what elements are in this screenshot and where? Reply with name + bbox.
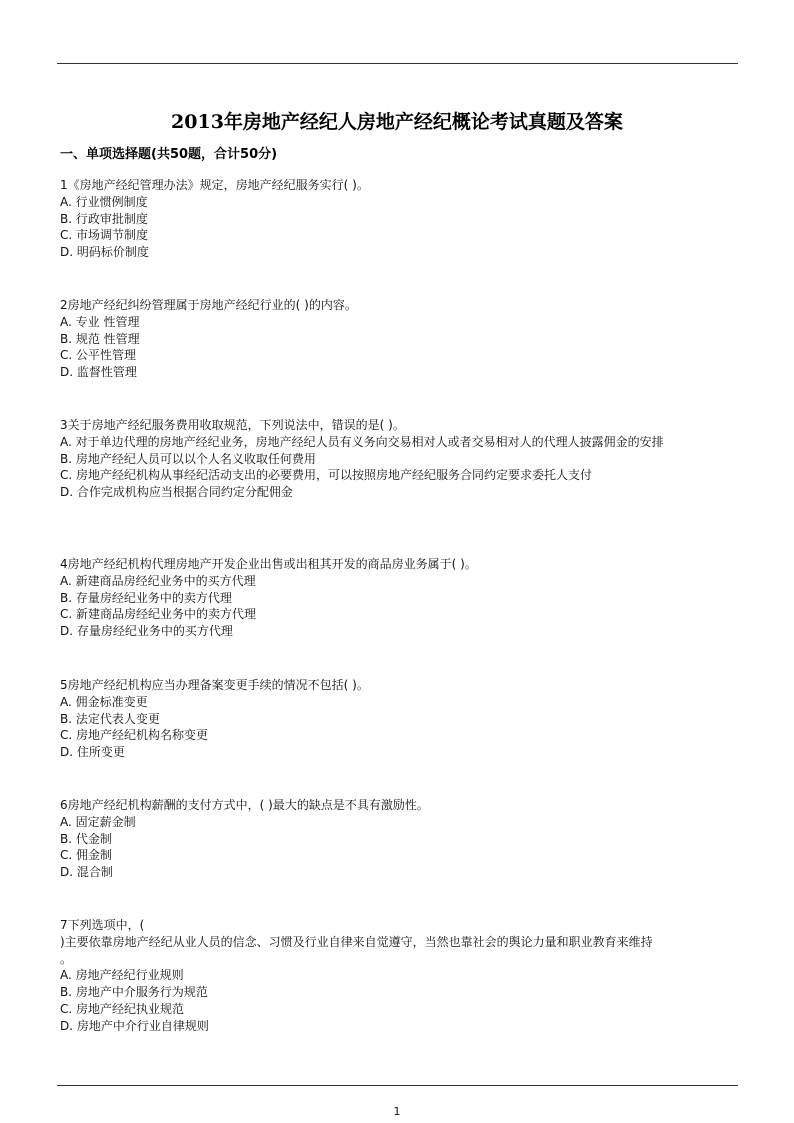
option-c: C. 新建商品房经纪业务中的卖方代理 — [60, 607, 257, 622]
option-c: C. 房地产经纪执业规范 — [60, 1001, 185, 1016]
option-b: B. 房地产经纪人员可以以个人名义收取任何费用 — [60, 451, 316, 466]
question-stem: 1《房地产经纪管理办法》规定，房地产经纪服务实行( )。 — [60, 178, 369, 192]
option-b: B. 行政审批制度 — [60, 211, 148, 226]
question-stem: 7下列选项中，( )主要依靠房地产经纪从业人员的信念、习惯及行业自律来自觉遵守，当然也靠社会的舆论力量和职业教育来维持 。 — [60, 918, 653, 966]
page-title: 2013年房地产经纪人房地产经纪概论考试真题及答案 — [171, 111, 623, 133]
question-stem: 5房地产经纪机构应当办理备案变更手续的情况不包括( )。 — [60, 678, 369, 692]
option-a: A. 固定薪金制 — [60, 814, 136, 829]
option-a: A. 对于单边代理的房地产经纪业务，房地产经纪人员有义务向交易相对人或者交易相对人的代理人披露佣金的安排 — [60, 434, 664, 449]
question-6 — [60, 797, 736, 881]
question-stem: 6房地产经纪机构薪酬的支付方式中，( )最大的缺点是不具有激励性。 — [60, 798, 429, 812]
option-a: A. 新建商品房经纪业务中的买方代理 — [60, 573, 256, 588]
question-5 — [60, 677, 736, 761]
option-a: A. 佣金标准变更 — [60, 694, 148, 709]
option-d: D. 混合制 — [60, 865, 113, 880]
option-d: D. 住所变更 — [60, 745, 125, 760]
section-heading: 一、单项选择题(共50题，合计50分) — [60, 147, 278, 162]
option-a: A. 专业 性管理 — [60, 314, 140, 329]
option-a: A. 行业惯例制度 — [60, 194, 148, 209]
option-c: C. 房地产经纪机构从事经纪活动支出的必要费用，可以按照房地产经纪服务合同约定要求委托人支付 — [60, 468, 593, 483]
question-stem: 2房地产经纪纠纷管理属于房地产经纪行业的( )的内容。 — [60, 298, 357, 312]
option-b: B. 代金制 — [60, 831, 112, 846]
option-d: D. 房地产中介行业自律规则 — [60, 1018, 209, 1033]
option-d: D. 合作完成机构应当根据合同约定分配佣金 — [60, 485, 293, 500]
option-b: B. 房地产中介服务行为规范 — [60, 985, 208, 1000]
option-d: D. 存量房经纪业务中的买方代理 — [60, 624, 233, 639]
question-1 — [60, 177, 736, 261]
option-a: A. 房地产经纪行业规则 — [60, 968, 184, 983]
header-rule — [57, 63, 738, 64]
footer-rule — [57, 1085, 738, 1086]
question-stem: 4房地产经纪机构代理房地产开发企业出售或出租其开发的商品房业务属于( )。 — [60, 557, 477, 571]
question-3 — [60, 417, 736, 501]
option-b: B. 法定代表人变更 — [60, 711, 160, 726]
option-b: B. 规范 性管理 — [60, 331, 140, 346]
page-number: 1 — [393, 1105, 401, 1118]
option-c: C. 佣金制 — [60, 848, 113, 863]
option-c: C. 市场调节制度 — [60, 228, 149, 243]
option-c: C. 房地产经纪机构名称变更 — [60, 728, 209, 743]
option-d: D. 明码标价制度 — [60, 245, 149, 260]
option-b: B. 存量房经纪业务中的卖方代理 — [60, 590, 232, 605]
question-4 — [60, 556, 736, 640]
option-d: D. 监督性管理 — [60, 365, 137, 380]
question-7 — [60, 917, 736, 1035]
question-stem: 3关于房地产经纪服务费用收取规范，下列说法中，错误的是( )。 — [60, 418, 405, 432]
question-2 — [60, 297, 736, 381]
option-c: C. 公平性管理 — [60, 348, 137, 363]
